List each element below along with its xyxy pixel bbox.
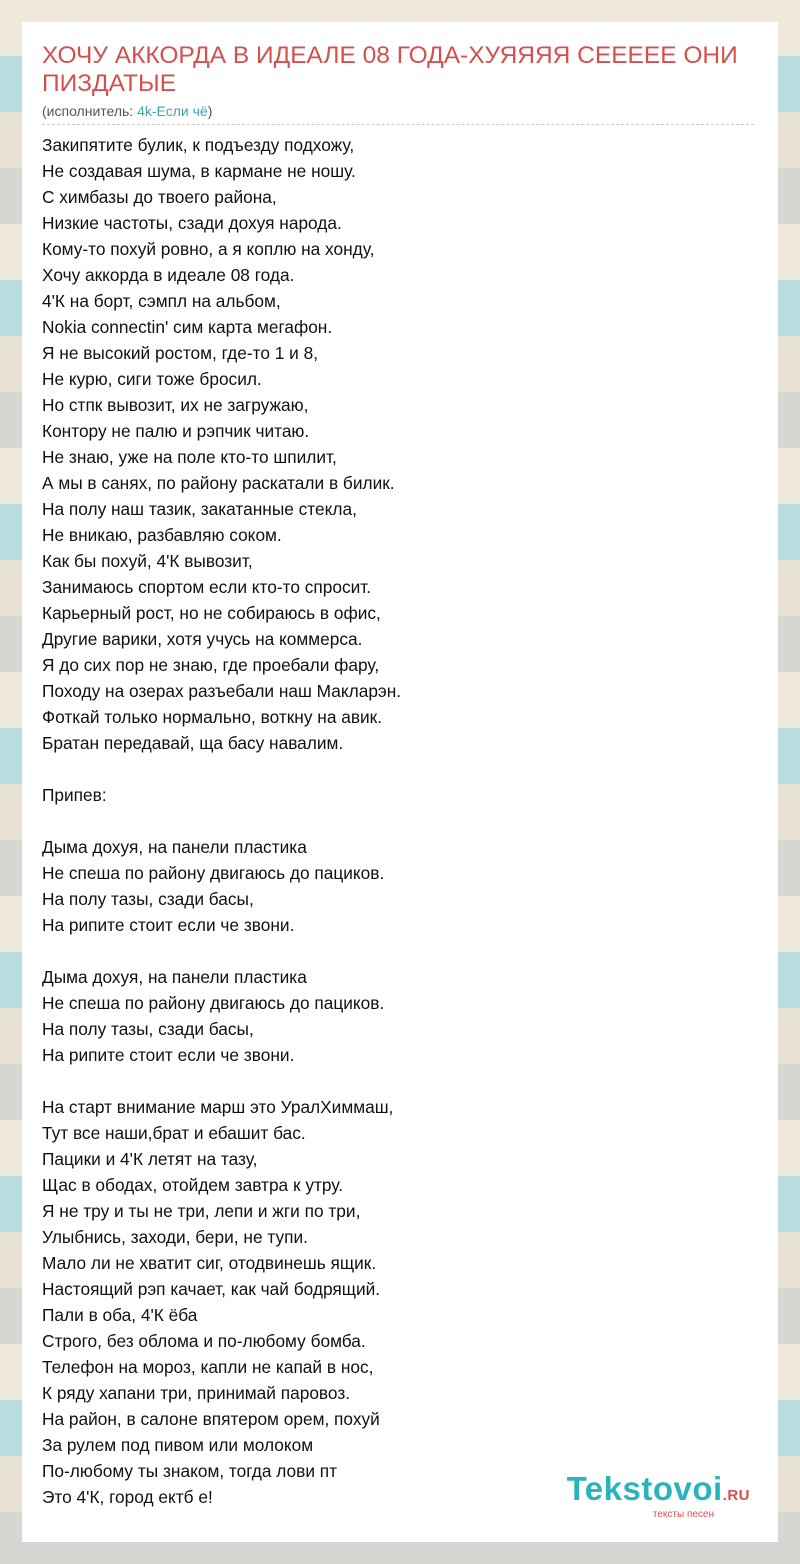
lyrics-line: Не знаю, уже на поле кто-то шпилит, — [42, 447, 337, 467]
lyrics-line: Улыбнись, заходи, бери, не тупи. — [42, 1227, 308, 1247]
lyrics-line: На старт внимание марш это УралХиммаш, — [42, 1097, 394, 1117]
lyrics-line: Карьерный рост, но не собираюсь в офис, — [42, 603, 381, 623]
lyrics-line: За рулем под пивом или молоком — [42, 1435, 314, 1455]
lyrics-blank-line — [42, 808, 762, 834]
lyrics-line: С химбазы до твоего района, — [42, 187, 277, 207]
lyrics-line: Настоящий рэп качает, как чай бодрящий. — [42, 1279, 381, 1299]
lyrics-blank-line — [42, 1068, 762, 1094]
lyrics-line: К ряду хапани три, принимай паровоз. — [42, 1383, 351, 1403]
lyrics-line: Дыма дохуя, на панели пластика — [42, 837, 307, 857]
lyrics-line: Не создавая шума, в кармане не ношу. — [42, 161, 356, 181]
lyrics-line: Братан передавай, ща басу навалим. — [42, 733, 344, 753]
artist-link[interactable]: 4k-Если чё — [137, 103, 208, 119]
lyrics-line: Пацики и 4'К летят на тазу, — [42, 1149, 258, 1169]
lyrics-line: Тут все наши,брат и ебашит бас. — [42, 1123, 306, 1143]
artist-prefix: (исполнитель: — [42, 103, 138, 119]
lyrics-line: Другие варики, хотя учусь на коммерса. — [42, 629, 363, 649]
lyrics-line: Щас в ободах, отойдем завтра к утру. — [42, 1175, 344, 1195]
lyrics-line: 4'К на борт, сэмпл на альбом, — [42, 291, 281, 311]
lyrics-line: Не курю, сиги тоже бросил. — [42, 369, 262, 389]
lyrics-line: Походу на озерах разъебали наш Макларэн. — [42, 681, 402, 701]
lyrics-line: А мы в санях, по району раскатали в билик. — [42, 473, 395, 493]
lyrics-line: Не вникаю, разбавляю соком. — [42, 525, 282, 545]
lyrics-line: Закипятите булик, к подъезду подхожу, — [42, 135, 355, 155]
lyrics-line: Телефон на мороз, капли не капай в нос, — [42, 1357, 374, 1377]
lyrics-line: Припев: — [42, 785, 107, 805]
lyrics-line: Хочу аккорда в идеале 08 года. — [42, 265, 295, 285]
lyrics-line: Занимаюсь спортом если кто-то спросит. — [42, 577, 372, 597]
lyrics-line: На рипите стоит если че звони. — [42, 915, 295, 935]
artist-line — [42, 102, 212, 120]
lyrics-line: На полу наш тазик, закатанные стекла, — [42, 499, 357, 519]
logo-tld: .RU — [722, 1487, 750, 1504]
lyrics-line: По-любому ты знаком, тогда лови пт — [42, 1461, 338, 1481]
logo-wordmark — [567, 1471, 750, 1514]
lyrics-line: Я не высокий ростом, где-то 1 и 8, — [42, 343, 319, 363]
lyrics-blank-line — [42, 938, 762, 964]
lyrics-body — [42, 132, 762, 1510]
lyrics-line: Не спеша по району двигаюсь до пациков. — [42, 863, 385, 883]
lyrics-card — [22, 22, 778, 1542]
logo-name: Tekstovoi — [566, 1470, 723, 1507]
lyrics-line: На полу тазы, сзади басы, — [42, 889, 254, 909]
lyrics-line: Как бы похуй, 4'К вывозит, — [42, 551, 253, 571]
lyrics-line: Пали в оба, 4'К ёба — [42, 1305, 198, 1325]
lyrics-line: Дыма дохуя, на панели пластика — [42, 967, 307, 987]
lyrics-line: Nokia connectin' сим карта мегафон. — [42, 317, 333, 337]
logo-tagline: тексты песен — [652, 1509, 714, 1520]
lyrics-line: Мало ли не хватит сиг, отодвинешь ящик. — [42, 1253, 377, 1273]
lyrics-line: Не спеша по району двигаюсь до пациков. — [42, 993, 385, 1013]
lyrics-line: На полу тазы, сзади басы, — [42, 1019, 254, 1039]
lyrics-line: Я до сих пор не знаю, где проебали фару, — [42, 655, 380, 675]
lyrics-blank-line — [42, 756, 762, 782]
lyrics-line: Строго, без облома и по-любому бомба. — [42, 1331, 366, 1351]
lyrics-line: Я не тру и ты не три, лепи и жги по три, — [42, 1201, 361, 1221]
lyrics-line: На район, в салоне впятером орем, похуй — [42, 1409, 380, 1429]
artist-suffix: ) — [207, 103, 213, 119]
lyrics-line: Кому-то похуй ровно, а я коплю на хонду, — [42, 239, 375, 259]
song-title: ХОЧУ АККОРДА В ИДЕАЛЕ 08 ГОДА-ХУЯЯЯЯ СЕЕЕЕЕ ОНИ ПИЗДАТЫЕ — [42, 42, 738, 97]
lyrics-line: Фоткай только нормально, воткну на авик. — [42, 707, 383, 727]
lyrics-line: Это 4'К, город ектб е! — [42, 1487, 213, 1507]
lyrics-line: Но стпк вывозит, их не загружаю, — [42, 395, 309, 415]
lyrics-line: Низкие частоты, сзади дохуя народа. — [42, 213, 342, 233]
site-logo[interactable] — [567, 1471, 750, 1520]
divider — [42, 124, 754, 125]
lyrics-line: На рипите стоит если че звони. — [42, 1045, 295, 1065]
lyrics-line: Контору не палю и рэпчик читаю. — [42, 421, 310, 441]
